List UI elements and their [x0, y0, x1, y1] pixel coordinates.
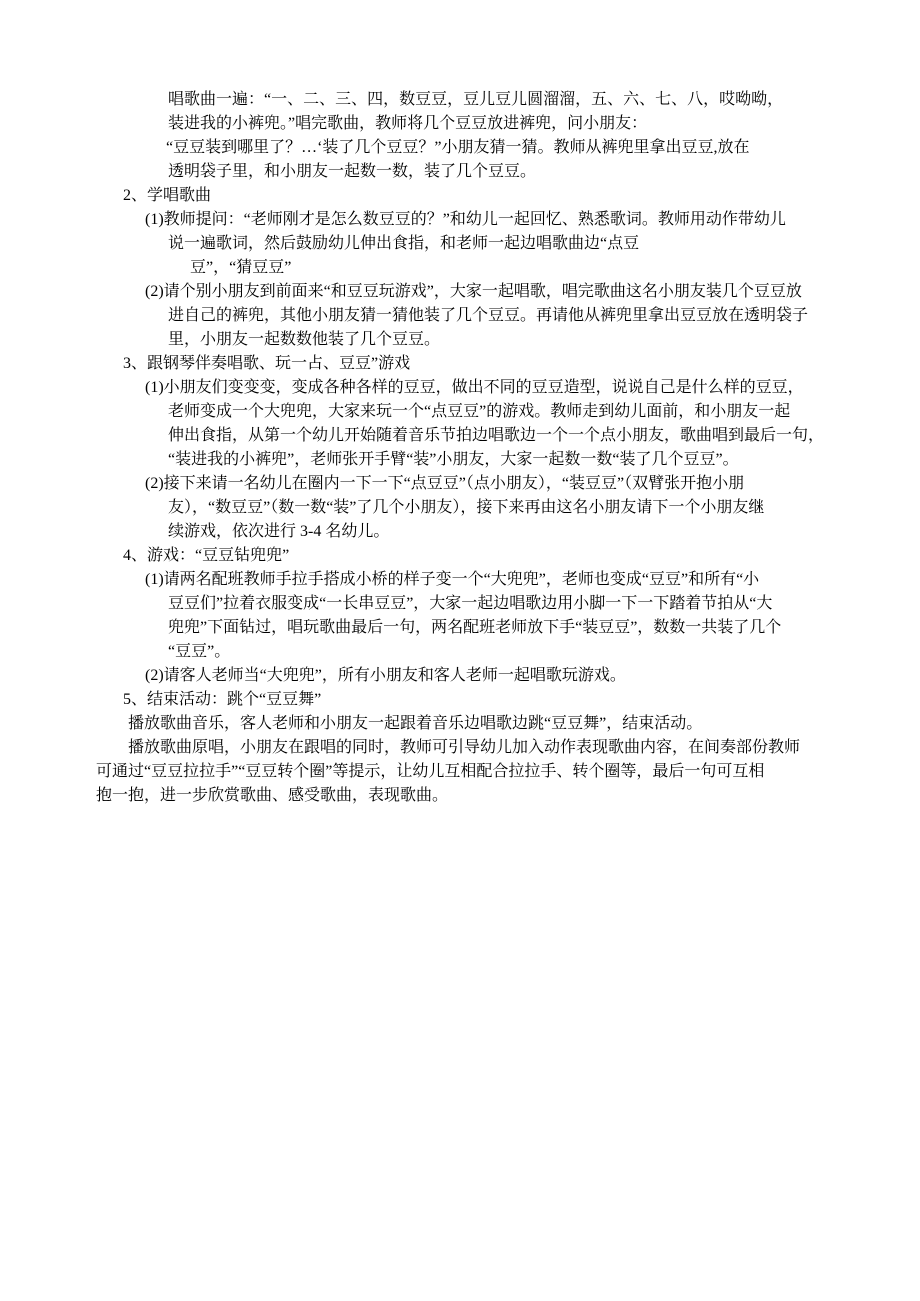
text-line: (2)请客人老师当“大兜兜”，所有小朋友和客人老师一起唱歌玩游戏。 [145, 667, 626, 684]
text-line: 透明袋子里，和小朋友一起数一数，装了几个豆豆。 [168, 163, 537, 180]
text-line: (2)接下来请一名幼儿在圈内一下一下“点豆豆”（点小朋友），“装豆豆”（双臂张开抱小朋 [145, 475, 745, 492]
text-line: 兜兜”下面钻过，唱玩歌曲最后一句，两名配班老师放下手“装豆豆”，数数一共装了几个 [168, 619, 782, 636]
text-line: 抱一抱，进一步欣赏歌曲、感受歌曲，表现歌曲。 [96, 787, 449, 804]
text-line: (1)教师提问：“老师刚才是怎么数豆豆的？”和幼儿一起回忆、熟悉歌词。教师用动作带幼儿 [145, 211, 786, 228]
text-line: 伸出食指，从第一个幼儿开始随着音乐节拍边唱歌边一个一个点小朋友，歌曲唱到最后一句， [168, 427, 825, 444]
text-line: 老师变成一个大兜兜，大家来玩一个“点豆豆”的游戏。教师走到幼儿面前，和小朋友一起 [168, 403, 791, 420]
text-line: (1)小朋友们变变变，变成各种各样的豆豆，做出不同的豆豆造型，说说自己是什么样的豆豆， [145, 379, 804, 396]
text-line: 4、游戏：“豆豆钻兜兜” [123, 547, 290, 564]
text-line: 3、跟钢琴伴奏唱歌、玩一占、豆豆”游戏 [123, 355, 411, 372]
text-line: 里，小朋友一起数数他装了几个豆豆。 [168, 331, 441, 348]
text-line: 播放歌曲音乐，客人老师和小朋友一起跟着音乐边唱歌边跳“豆豆舞”，结束活动。 [128, 715, 703, 732]
text-line: 2、学唱歌曲 [123, 187, 212, 204]
text-line: 播放歌曲原唱，小朋友在跟唱的同时，教师可引导幼儿加入动作表现歌曲内容，在间奏部份教师 [128, 739, 801, 756]
text-line: 友），“数豆豆”（数一数“装”了几个小朋友），接下来再由这名小朋友请下一个小朋友继 [168, 499, 765, 516]
text-line: 可通过“豆豆拉拉手”“豆豆转个圈”等提示，让幼儿互相配合拉拉手、转个圈等，最后一句可互相 [96, 763, 765, 780]
document-body [96, 88, 828, 808]
text-line: 5、结束活动：跳个“豆豆舞” [123, 691, 322, 708]
text-line: 续游戏，依次进行 3-4 名幼儿。 [168, 523, 390, 540]
text-line: “豆豆”。 [168, 643, 231, 660]
text-line: 唱歌曲一遍：“一、二、三、四，数豆豆，豆儿豆儿圆溜溜，五、六、七、八，哎呦呦， [168, 91, 784, 108]
text-line: “装进我的小裤兜”，老师张开手臂“装”小朋友，大家一起数一数“装了几个豆豆”。 [168, 451, 739, 468]
text-line: (2)请个别小朋友到前面来“和豆豆玩游戏”，大家一起唱歌，唱完歌曲这名小朋友装几个豆豆放 [145, 283, 802, 300]
text-line: 装进我的小裤兜。”唱完歌曲，教师将几个豆豆放进裤兜，问小朋友： [168, 115, 648, 132]
text-line: 进自己的裤兜，其他小朋友猜一猜他装了几个豆豆。再请他从裤兜里拿出豆豆放在透明袋子 [168, 307, 809, 324]
text-line: (1)请两名配班教师手拉手搭成小桥的样子变一个“大兜兜”，老师也变成“豆豆”和所有“小 [145, 571, 760, 588]
text-line: 豆豆们”拉着衣服变成“一长串豆豆”，大家一起边唱歌边用小脚一下一下踏着节拍从“大 [168, 595, 773, 612]
text-line: 豆”，“猜豆豆” [190, 259, 292, 276]
text-line: “豆豆装到哪里了？…‘装了几个豆豆？”小朋友猜一猜。教师从裤兜里拿出豆豆,放在 [166, 139, 750, 156]
text-line: 说一遍歌词，然后鼓励幼儿伸出食指，和老师一起边唱歌曲边“点豆 [168, 235, 640, 252]
